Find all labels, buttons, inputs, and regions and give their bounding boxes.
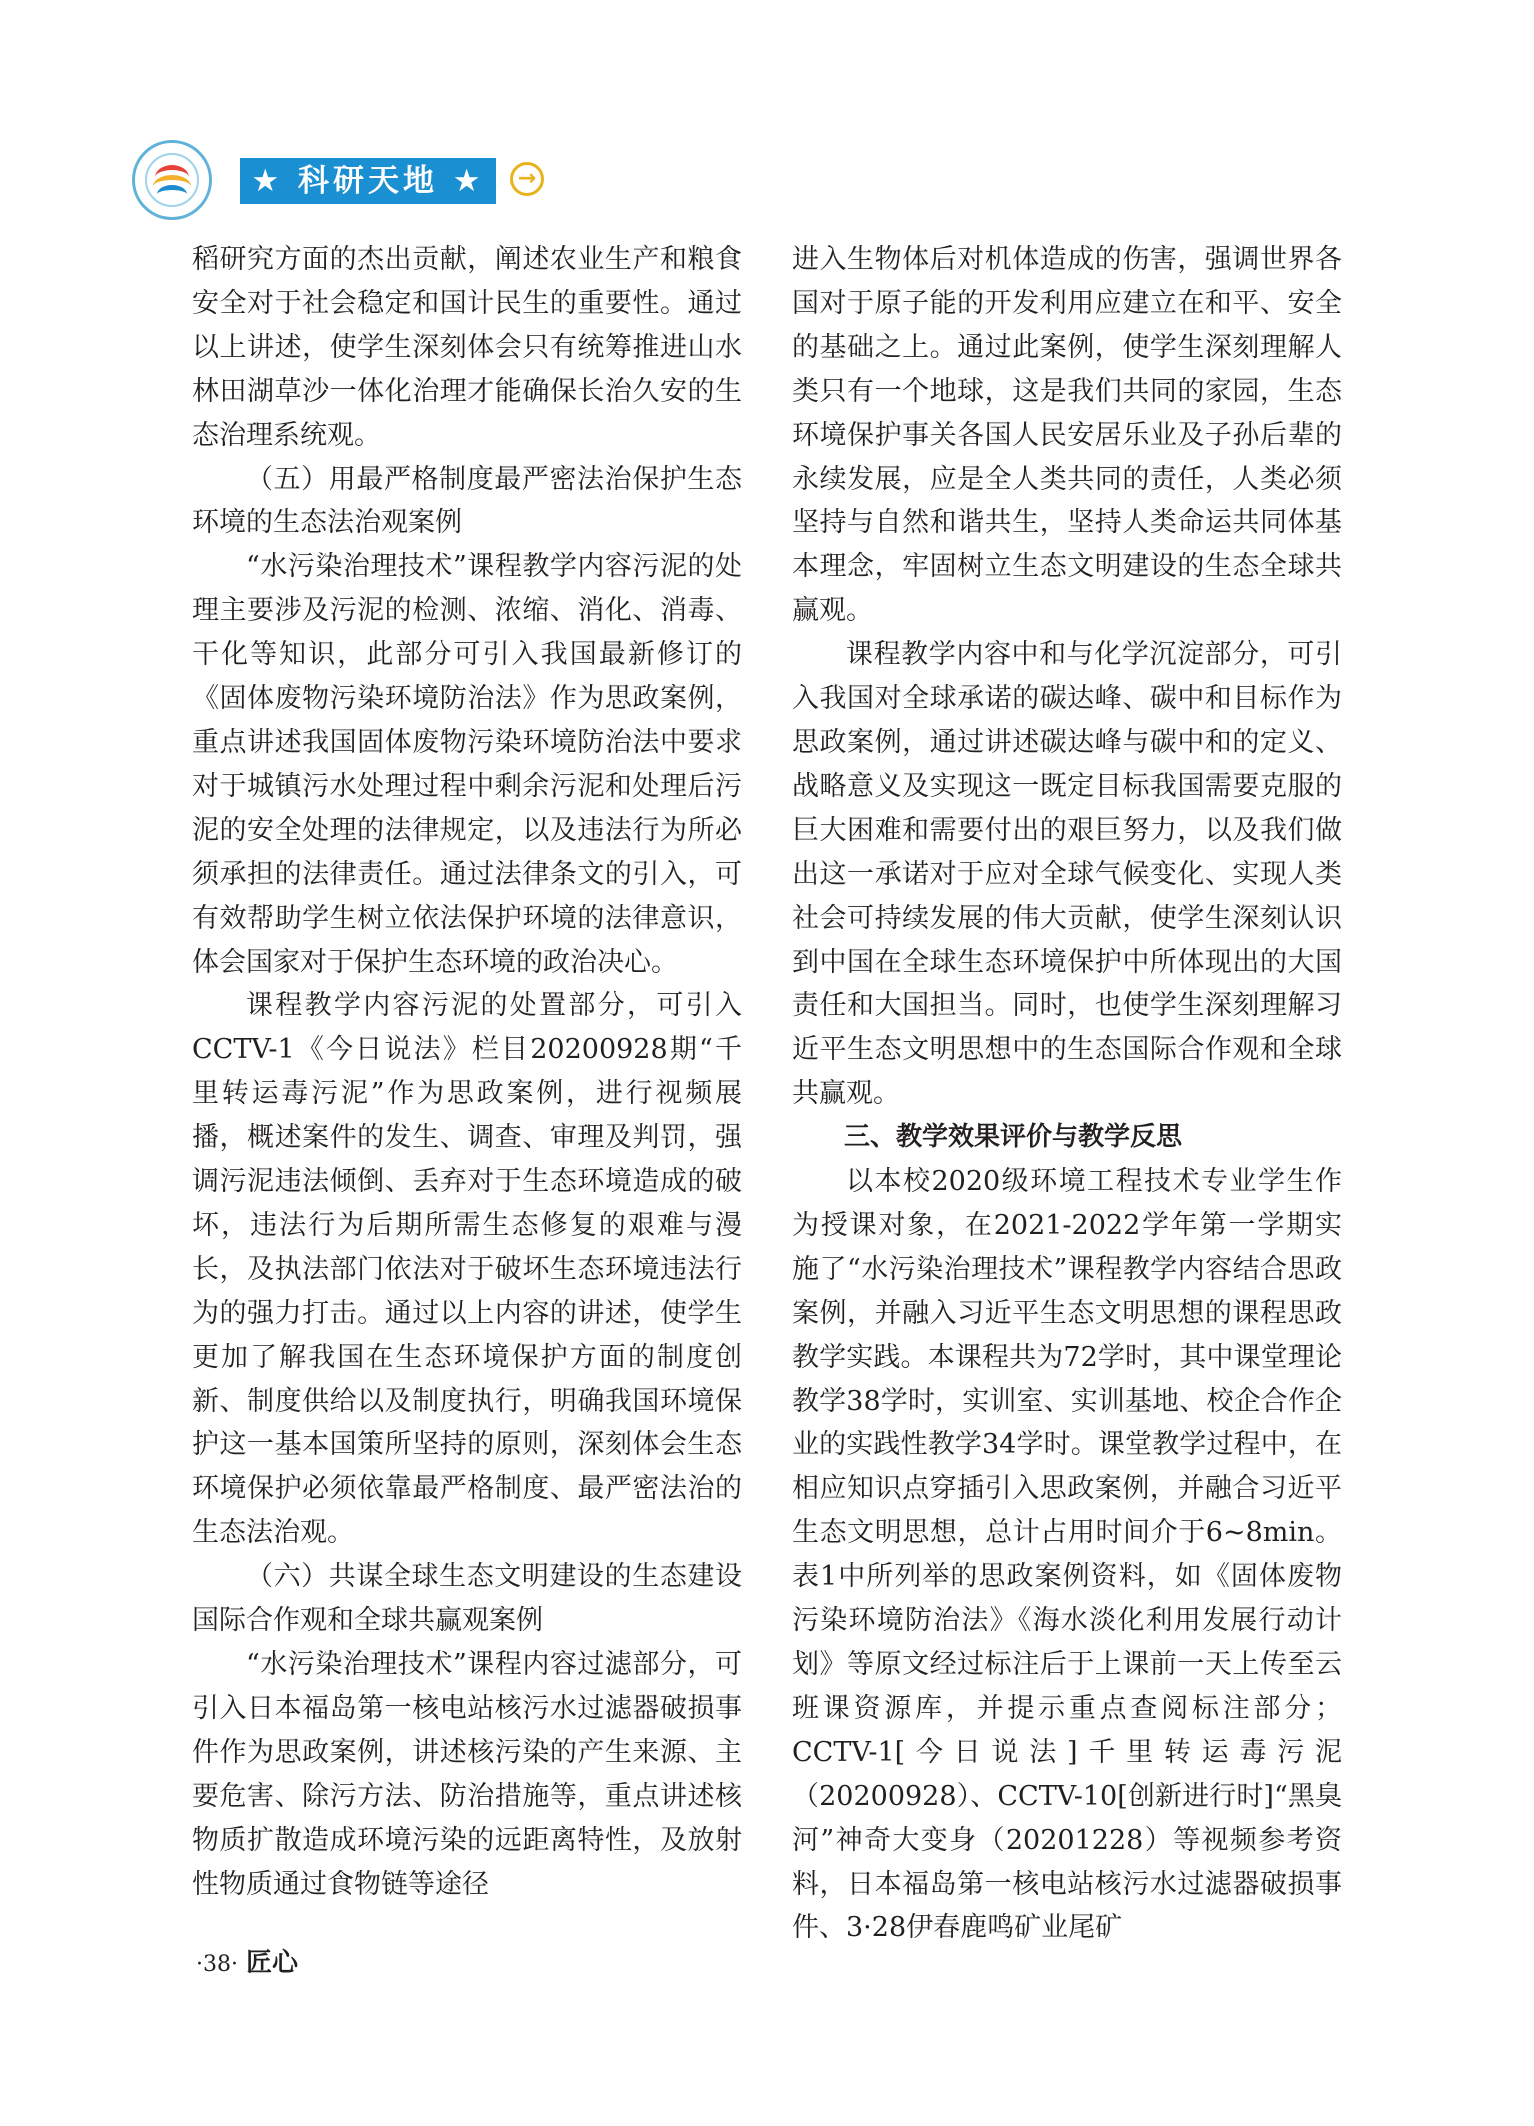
section-banner: ★ 科研天地 ★ [240, 158, 496, 204]
paragraph: 稻研究方面的杰出贡献，阐述农业生产和粮食安全对于社会稳定和国计民生的重要性。通过以上讲述，使学生深刻体会只有统筹推进山水林田湖草沙一体化治理才能确保长治久安的生态治理系统观。 [192, 244, 742, 451]
page-number: ·38· [196, 1952, 238, 1977]
subheading: （六）共谋全球生态文明建设的生态建设国际合作观和全球共赢观案例 [192, 1561, 742, 1637]
left-column [192, 238, 742, 1906]
subheading: （五）用最严格制度最严密法治保护生态环境的生态法治观案例 [192, 463, 742, 539]
paragraph: “水污染治理技术”课程内容过滤部分，可引入日本福岛第一核电站核污水过滤器破损事件作为思政案例，讲述核污染的产生来源、主要危害、除污方法、防治措施等，重点讲述核物质扩散造成环境污染的远距离特性，及放射性物质通过食物链等途径 [192, 1649, 742, 1900]
paragraph: 以本校2020级环境工程技术专业学生作为授课对象，在2021-2022学年第一学期实施了“水污染治理技术”课程教学内容结合思政案例，并融入习近平生态文明思想的课程思政教学实践。本课程共为72学时，其中课堂理论教学38学时，实训室、实训基地、校企合作企业的实践性教学34学时。课堂教学过程中，在相应知识点穿插引入思政案例，并融合习近平生态文明思想，总计占用时间介于6~8min。表1中所列举的思政案例资料，如《固体废物污染环境防治法》《海水淡化利用发展行动计划》等原文经过标注后于上课前一天上传至云班课资源库，并提示重点查阅标注部分；CCTV-1[今日说法]千里转运毒污泥（20200928）、CCTV-10[创新进行时]“黑臭河”神奇大变身（20201228）等视频参考资料，日本福岛第一核电站核污水过滤器破损事件、3·28伊春鹿鸣矿业尾矿 [792, 1166, 1342, 1944]
magazine-brand: 匠心 [245, 1948, 298, 1978]
right-column [792, 238, 1342, 1950]
section-heading: 三、教学效果评价与教学反思 [844, 1122, 1183, 1153]
paragraph: 课程教学内容污泥的处置部分，可引入CCTV-1《今日说法》栏目20200928期“千里转运毒污泥”作为思政案例，进行视频展播，概述案件的发生、调查、审理及判罚，强调污泥违法倾倒、丢弃对于生态环境造成的破坏，违法行为后期所需生态修复的艰难与漫长，及执法部门依法对于破坏生态环境违法行为的强力打击。通过以上内容的讲述，使学生更加了解我国在生态环境保护方面的制度创新、制度供给以及制度执行，明确我国环境保护这一基本国策所坚持的原则，深刻体会生态环境保护必须依靠最严格制度、最严密法治的生态法治观。 [192, 990, 742, 1549]
paragraph: “水污染治理技术”课程教学内容污泥的处理主要涉及污泥的检测、浓缩、消化、消毒、干化等知识，此部分可引入我国最新修订的《固体废物污染环境防治法》作为思政案例，重点讲述我国固体废物污染环境防治法中要求对于城镇污水处理过程中剩余污泥和处理后污泥的安全处理的法律规定，以及违法行为所必须承担的法律责任。通过法律条文的引入，可有效帮助学生树立依法保护环境的法律意识，体会国家对于保护生态环境的政治决心。 [192, 551, 742, 978]
paragraph: 进入生物体后对机体造成的伤害，强调世界各国对于原子能的开发利用应建立在和平、安全的基础之上。通过此案例，使学生深刻理解人类只有一个地球，这是我们共同的家园，生态环境保护事关各国人民安居乐业及子孙后辈的永续发展，应是全人类共同的责任，人类必须坚持与自然和谐共生，坚持人类命运共同体基本理念，牢固树立生态文明建设的生态全球共赢观。 [792, 244, 1342, 627]
journal-logo-icon [132, 140, 212, 220]
paragraph: 课程教学内容中和与化学沉淀部分，可引入我国对全球承诺的碳达峰、碳中和目标作为思政案例，通过讲述碳达峰与碳中和的定义、战略意义及实现这一既定目标我国需要克服的巨大困难和需要付出的艰巨努力，以及我们做出这一承诺对于应对全球气候变化、实现人类社会可持续发展的伟大贡献，使学生深刻认识到中国在全球生态环境保护中所体现出的大国责任和大国担当。同时，也使学生深刻理解习近平生态文明思想中的生态国际合作观和全球共赢观。 [792, 639, 1342, 1110]
arrow-right-icon: → [510, 162, 544, 196]
page-footer [196, 1942, 298, 1979]
